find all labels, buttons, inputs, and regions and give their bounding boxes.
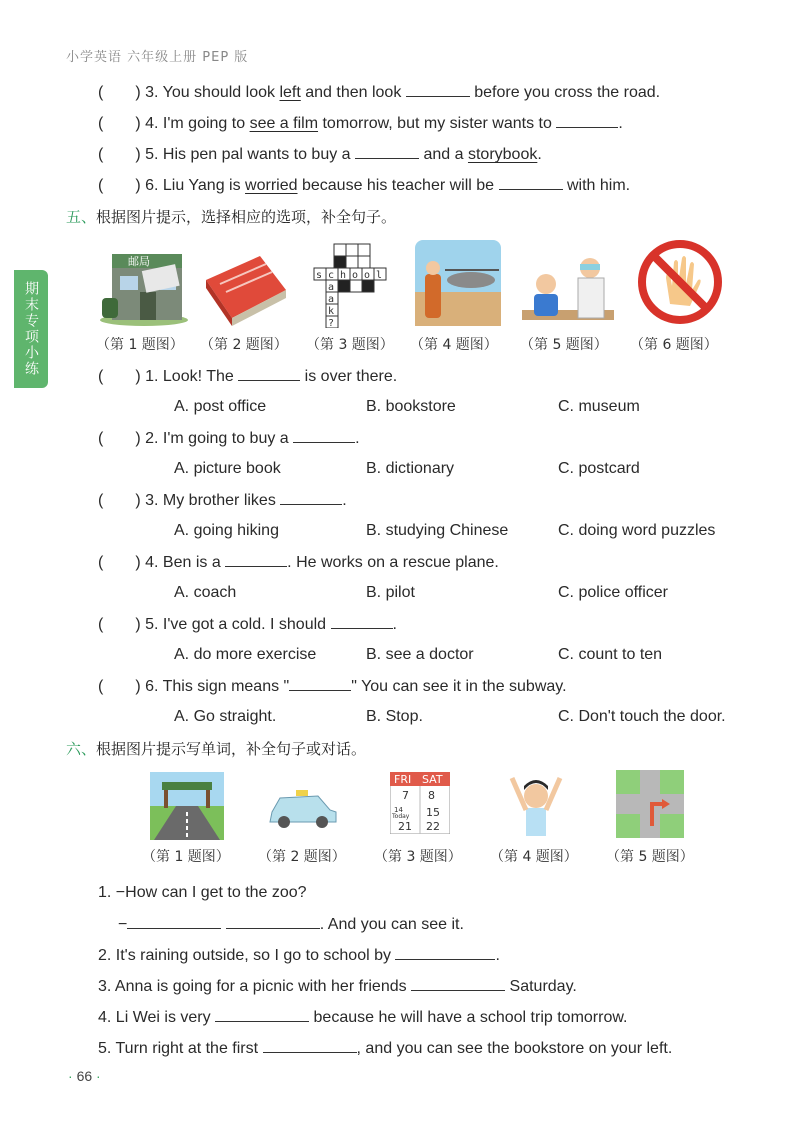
calendar-head: SAT: [422, 773, 443, 786]
option-c[interactable]: C. Don't touch the door.: [558, 708, 726, 725]
excited-boy-picture: [506, 770, 566, 838]
crossing-map-picture: [616, 770, 684, 838]
question-row: ( ) 1. Look! The is over there.: [98, 368, 398, 385]
crossword-letter: a: [328, 282, 335, 293]
question-row: ( ) 4. Ben is a . He works on a rescue plane.: [98, 554, 499, 571]
calendar-today: Today: [392, 813, 410, 820]
calendar-day: 15: [426, 806, 440, 819]
option-a[interactable]: A. picture book: [174, 460, 281, 477]
answer-blank[interactable]: [226, 914, 320, 929]
calendar-day: 14: [394, 806, 403, 814]
crossword-letter: k: [328, 306, 335, 317]
page-number: · 66 ·: [68, 1068, 101, 1084]
crossword-letter: a: [328, 294, 335, 305]
doctor-picture: [522, 242, 614, 328]
option-a[interactable]: A. do more exercise: [174, 646, 317, 663]
crossword-letter: o: [352, 270, 359, 281]
calendar-head: FRI: [394, 773, 412, 786]
question-row: 4. Li Wei is very because he will have a school trip tomorrow.: [98, 1009, 628, 1026]
calendar-day: 21: [398, 820, 412, 833]
question-row: 3. Anna is going for a picnic with her friends Saturday.: [98, 978, 577, 995]
question-row: ( ) 5. I've got a cold. I should .: [98, 616, 397, 633]
answer-blank[interactable]: [355, 144, 419, 159]
option-c[interactable]: C. police officer: [558, 584, 668, 601]
crossword-letter: h: [340, 270, 347, 281]
answer-blank[interactable]: [280, 490, 342, 505]
question-row: ( ) 5. His pen pal wants to buy a and a storybook.: [98, 146, 542, 163]
answer-blank[interactable]: [395, 945, 495, 960]
crossword-letter: o: [364, 270, 371, 281]
option-c[interactable]: C. count to ten: [558, 646, 663, 663]
question-row: ( ) 2. I'm going to buy a .: [98, 430, 360, 447]
question-row: ( ) 4. I'm going to see a film tomorrow, but my sister wants to .: [98, 115, 623, 132]
answer-blank[interactable]: [293, 428, 355, 443]
page-header: 小学英语 六年级上册 PEP 版: [66, 50, 249, 65]
dictionary-picture: [200, 250, 290, 326]
question-row: ( ) 6. Liu Yang is worried because his teacher will be with him.: [98, 177, 631, 194]
pilot-picture: [415, 240, 501, 326]
answer-blank[interactable]: [215, 1007, 309, 1022]
question-row: − . And you can see it.: [118, 916, 464, 933]
answer-blank[interactable]: [127, 914, 221, 929]
crossword-letter: c: [328, 270, 335, 281]
option-c[interactable]: C. postcard: [558, 460, 640, 477]
picture-caption: （第 2 题图）: [200, 337, 288, 353]
picture-caption: （第 3 题图）: [374, 849, 462, 865]
no-touching-sign-picture: [636, 238, 724, 326]
side-tab: 期末专项小练: [14, 270, 48, 388]
answer-blank[interactable]: [225, 552, 287, 567]
option-a[interactable]: A. going hiking: [174, 522, 279, 539]
option-b[interactable]: B. dictionary: [366, 460, 455, 477]
calendar-day: 8: [428, 789, 435, 802]
crossword-letter: s: [316, 270, 323, 281]
picture-caption: （第 5 题图）: [520, 337, 608, 353]
picture-caption: （第 4 题图）: [410, 337, 498, 353]
option-b[interactable]: B. pilot: [366, 584, 415, 601]
option-b[interactable]: B. see a doctor: [366, 646, 474, 663]
option-a[interactable]: A. post office: [174, 398, 267, 415]
picture-caption: （第 4 题图）: [490, 849, 578, 865]
question-row: 2. It's raining outside, so I go to school by .: [98, 947, 500, 964]
picture-caption: （第 2 题图）: [258, 849, 346, 865]
picture-caption: （第 3 题图）: [306, 337, 394, 353]
post-office-sign: 邮局: [128, 255, 150, 268]
answer-blank[interactable]: [556, 113, 618, 128]
option-c[interactable]: C. museum: [558, 398, 640, 415]
section-5-title: 五、根据图片提示，选择相应的选项，补全句子。: [66, 208, 397, 226]
answer-blank[interactable]: [406, 82, 470, 97]
crossword-letter: l: [376, 270, 383, 281]
question-row: ( ) 6. This sign means " " You can see it in the subway.: [98, 678, 567, 695]
answer-blank[interactable]: [331, 614, 393, 629]
option-b[interactable]: B. Stop.: [366, 708, 423, 725]
question-row: ( ) 3. You should look left and then look before you cross the road.: [98, 84, 661, 101]
calendar-day: 22: [426, 820, 440, 833]
calendar-day: 7: [402, 789, 409, 802]
answer-blank[interactable]: [289, 676, 351, 691]
option-b[interactable]: B. bookstore: [366, 398, 456, 415]
option-c[interactable]: C. doing word puzzles: [558, 522, 716, 539]
option-b[interactable]: B. studying Chinese: [366, 522, 509, 539]
option-a[interactable]: A. Go straight.: [174, 708, 277, 725]
question-row: 1. −How can I get to the zoo?: [98, 884, 307, 901]
answer-blank[interactable]: [263, 1038, 357, 1053]
picture-caption: （第 1 题图）: [96, 337, 184, 353]
crossword-letter: ?: [328, 318, 335, 328]
post-office-picture: [98, 240, 190, 328]
crossword-picture: [312, 242, 392, 328]
picture-caption: （第 1 题图）: [142, 849, 230, 865]
option-a[interactable]: A. coach: [174, 584, 237, 601]
section-6-title: 六、根据图片提示写单词，补全句子或对话。: [66, 740, 367, 758]
road-to-zoo-picture: [150, 772, 224, 840]
answer-blank[interactable]: [238, 366, 300, 381]
answer-blank[interactable]: [499, 175, 563, 190]
question-row: ( ) 3. My brother likes .: [98, 492, 347, 509]
answer-blank[interactable]: [411, 976, 505, 991]
question-row: 5. Turn right at the first , and you can see the bookstore on your left.: [98, 1040, 673, 1057]
taxi-picture: [266, 782, 340, 830]
calendar-picture: [390, 772, 450, 834]
picture-caption: （第 5 题图）: [606, 849, 694, 865]
picture-caption: （第 6 题图）: [630, 337, 718, 353]
